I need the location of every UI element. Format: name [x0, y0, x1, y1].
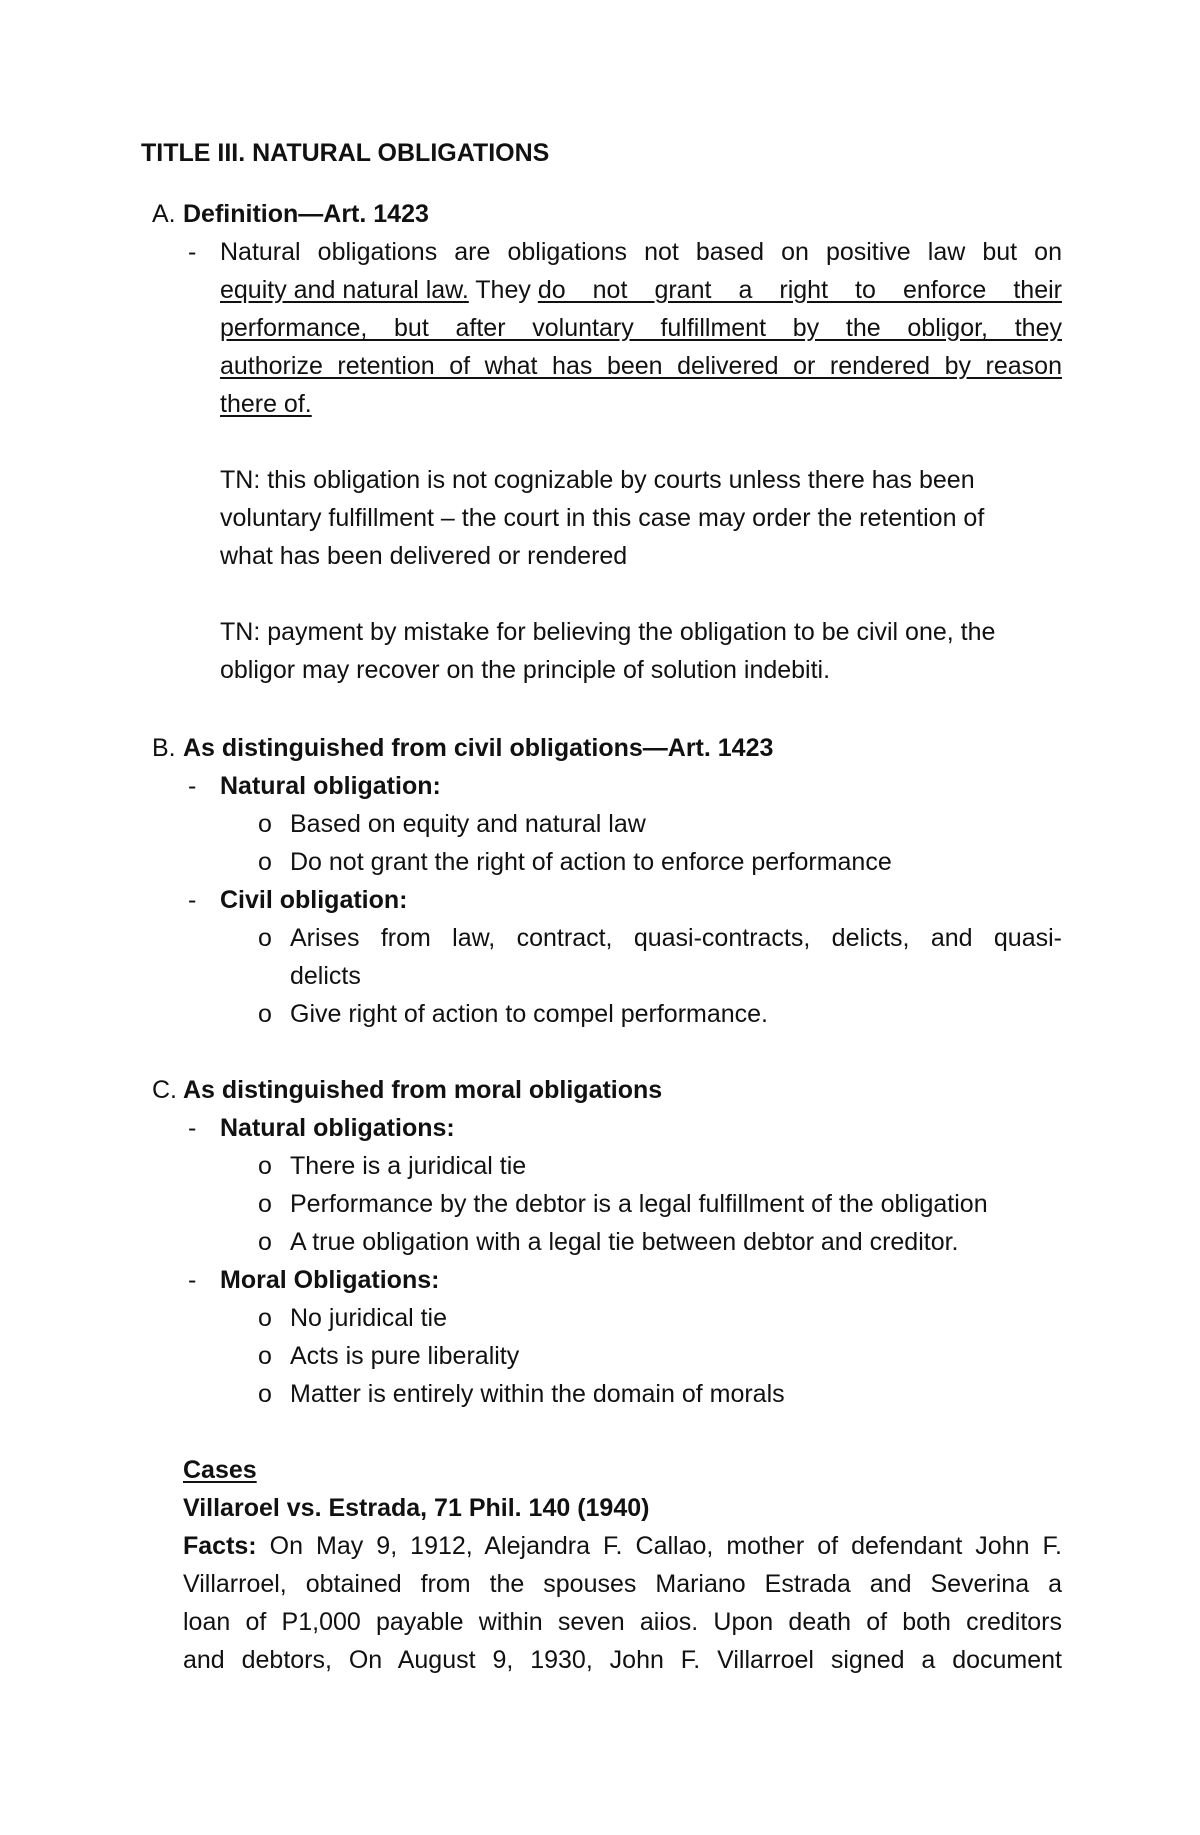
page-title: TITLE III. NATURAL OBLIGATIONS	[141, 139, 550, 167]
tn-note-1-line-1: TN: this obligation is not cognizable by courts unless there has been	[220, 466, 975, 494]
facts-text: On May 9, 1912, Alejandra F. Callao, mother of defendant John F.	[256, 1532, 1062, 1560]
list-item-continuation: delicts	[290, 962, 361, 990]
natural-obligation-label: Natural obligation:	[220, 772, 441, 800]
section-b-letter: B.	[152, 734, 176, 762]
dash-marker: -	[188, 772, 197, 800]
bullet-marker: o	[258, 1228, 272, 1256]
civil-obligation-label: Civil obligation:	[220, 886, 408, 914]
bullet-marker: o	[258, 1000, 272, 1028]
definition-underlined-text: equity and natural law.	[220, 276, 469, 304]
dash-marker: -	[188, 1114, 197, 1142]
dash-marker: -	[188, 1266, 197, 1294]
facts-line-1	[183, 1531, 1062, 1561]
bullet-marker: o	[258, 1380, 272, 1408]
bullet-marker: o	[258, 1190, 272, 1218]
list-item: No juridical tie	[290, 1304, 448, 1332]
list-item: Performance by the debtor is a legal fulfillment of the obligation	[290, 1190, 988, 1218]
bullet-marker: o	[258, 810, 272, 838]
facts-line-3: loan of P1,000 payable within seven aiios. Upon death of both creditors	[183, 1608, 1062, 1636]
natural-obligations-label: Natural obligations:	[220, 1114, 455, 1142]
tn-note-1-line-3: what has been delivered or rendered	[220, 542, 628, 570]
list-item: There is a juridical tie	[290, 1152, 527, 1180]
facts-line-2: Villarroel, obtained from the spouses Mariano Estrada and Severina a	[183, 1570, 1062, 1598]
section-b-heading: As distinguished from civil obligations—Art. 1423	[183, 734, 774, 762]
list-item: Give right of action to compel performance.	[290, 1000, 769, 1028]
section-c-letter: C.	[152, 1076, 177, 1104]
list-item: Acts is pure liberality	[290, 1342, 520, 1370]
definition-line-3: performance, but after voluntary fulfillment by the obligor, they	[220, 314, 1062, 342]
bullet-marker: o	[258, 1152, 272, 1180]
definition-line-2	[220, 275, 1062, 305]
definition-line-1: Natural obligations are obligations not based on positive law but on	[220, 238, 1062, 266]
moral-obligations-label: Moral Obligations:	[220, 1266, 440, 1294]
definition-plain-text: They	[468, 276, 538, 304]
list-item: Based on equity and natural law	[290, 810, 646, 838]
tn-note-2-line-2: obligor may recover on the principle of solution indebiti.	[220, 656, 831, 684]
definition-underlined-text: do not grant a right to enforce their	[537, 276, 1062, 304]
section-a-letter: A.	[152, 200, 176, 228]
bullet-marker: o	[258, 924, 272, 952]
dash-marker: -	[188, 238, 197, 266]
list-item: Matter is entirely within the domain of morals	[290, 1380, 785, 1408]
list-item: Do not grant the right of action to enforce performance	[290, 848, 892, 876]
tn-note-1-line-2: voluntary fulfillment – the court in this case may order the retention of	[220, 504, 985, 532]
list-item: A true obligation with a legal tie between debtor and creditor.	[290, 1228, 959, 1256]
facts-line-4: and debtors, On August 9, 1930, John F. Villarroel signed a document	[183, 1646, 1062, 1674]
case-title: Villaroel vs. Estrada, 71 Phil. 140 (1940)	[183, 1494, 650, 1522]
list-item: Arises from law, contract, quasi-contracts, delicts, and quasi-	[290, 924, 1062, 952]
dash-marker: -	[188, 886, 197, 914]
tn-note-2-line-1: TN: payment by mistake for believing the obligation to be civil one, the	[220, 618, 996, 646]
section-a-heading: Definition—Art. 1423	[183, 200, 429, 228]
cases-heading: Cases	[183, 1456, 257, 1484]
section-c-heading: As distinguished from moral obligations	[183, 1076, 663, 1104]
bullet-marker: o	[258, 1342, 272, 1370]
bullet-marker: o	[258, 1304, 272, 1332]
definition-line-5: there of.	[220, 390, 312, 418]
definition-line-4: authorize retention of what has been delivered or rendered by reason	[220, 352, 1062, 380]
facts-label: Facts:	[183, 1532, 257, 1560]
bullet-marker: o	[258, 848, 272, 876]
